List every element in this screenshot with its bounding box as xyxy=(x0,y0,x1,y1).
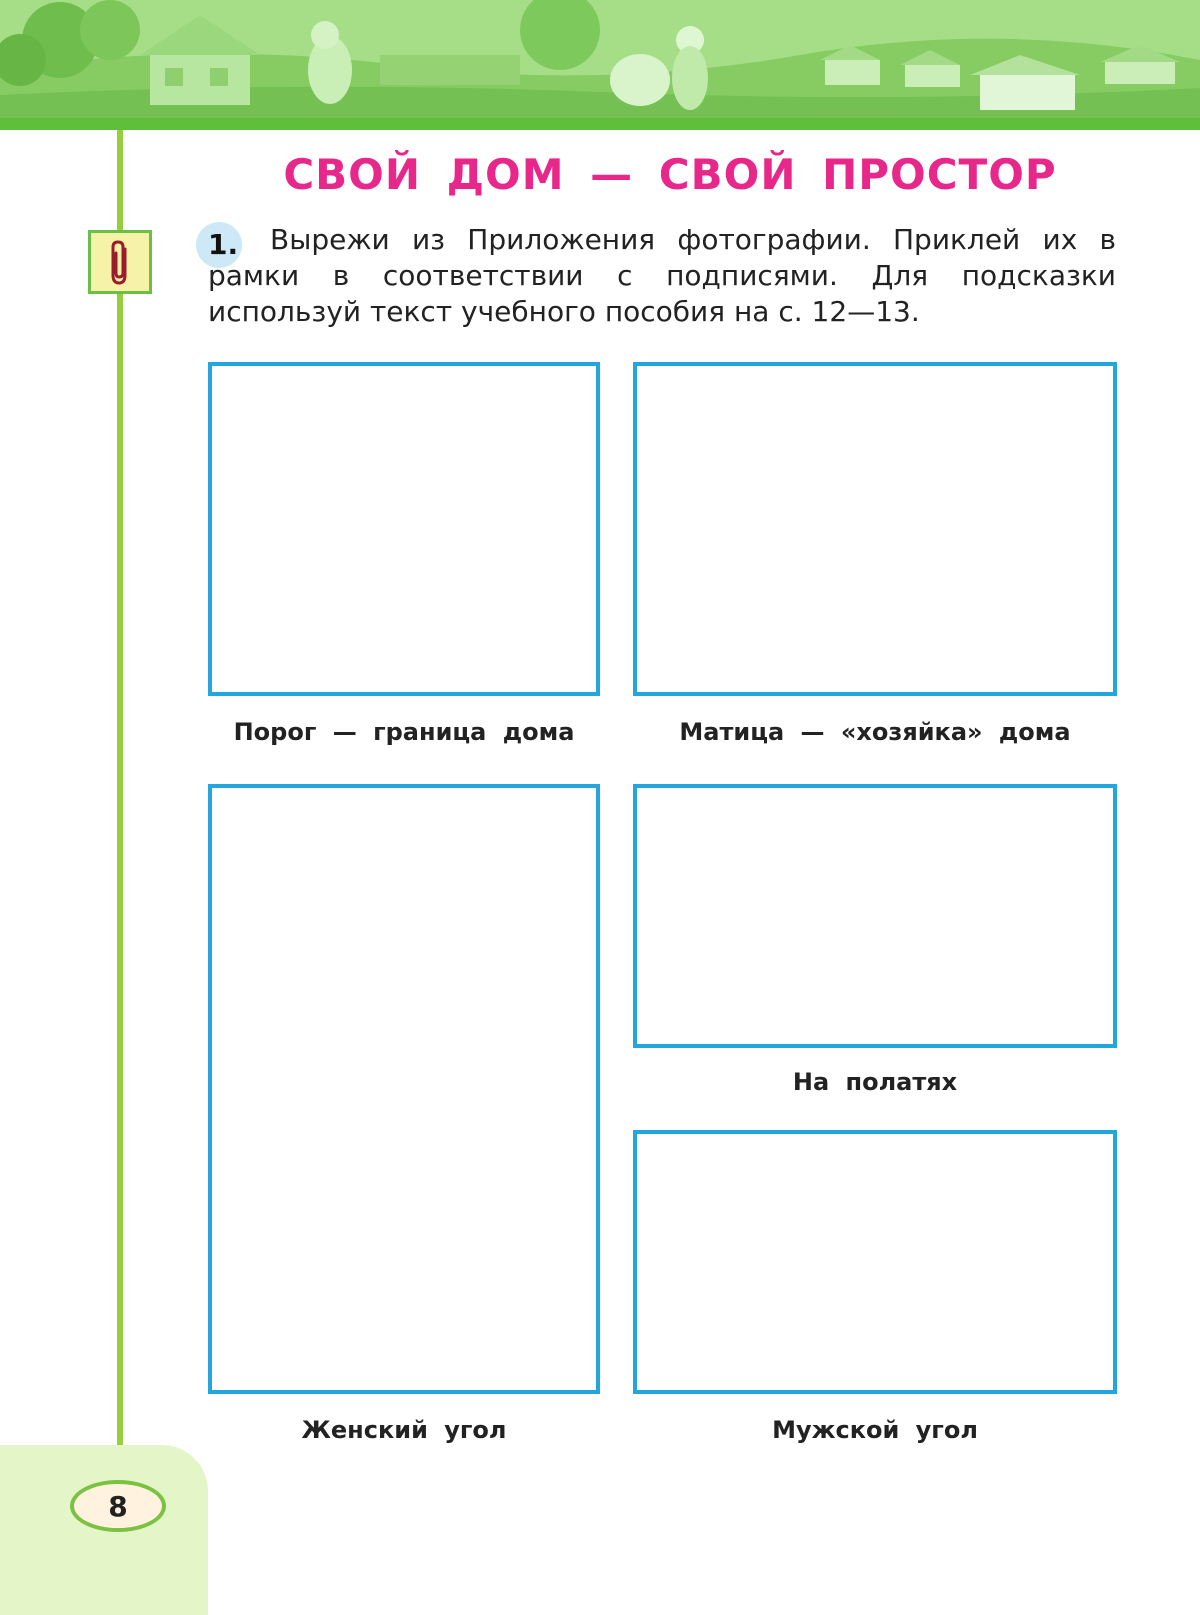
caption-female-corner: Женский угол xyxy=(301,1416,507,1444)
photo-frame-polati xyxy=(633,784,1117,1048)
margin-line xyxy=(117,130,123,1478)
photo-frame-female-corner xyxy=(208,784,600,1394)
page-title: СВОЙ ДОМ — СВОЙ ПРОСТОР xyxy=(283,150,1057,199)
caption-male-corner: Мужской угол xyxy=(772,1416,978,1444)
task-text: Вырежи из Приложения фотографии. Приклей их в рамки в соответствии с подписями. Для подсказки используй текст учебного пособия на с. 12—13. xyxy=(208,223,1116,328)
photo-frame-threshold xyxy=(208,362,600,696)
page-number: 8 xyxy=(70,1480,166,1532)
caption-matitsa: Матица — «хозяйка» дома xyxy=(679,718,1071,746)
paperclip-icon-box xyxy=(88,230,152,294)
photo-frame-matitsa xyxy=(633,362,1117,696)
photo-frame-male-corner xyxy=(633,1130,1117,1394)
caption-polati: На полатях xyxy=(792,1068,958,1096)
task-number: 1. xyxy=(208,228,239,261)
paperclip-icon xyxy=(105,239,137,287)
caption-threshold: Порог — граница дома xyxy=(233,718,575,746)
landscape-illustration xyxy=(0,0,1200,118)
header-banner xyxy=(0,0,1200,118)
banner-divider xyxy=(0,118,1200,130)
